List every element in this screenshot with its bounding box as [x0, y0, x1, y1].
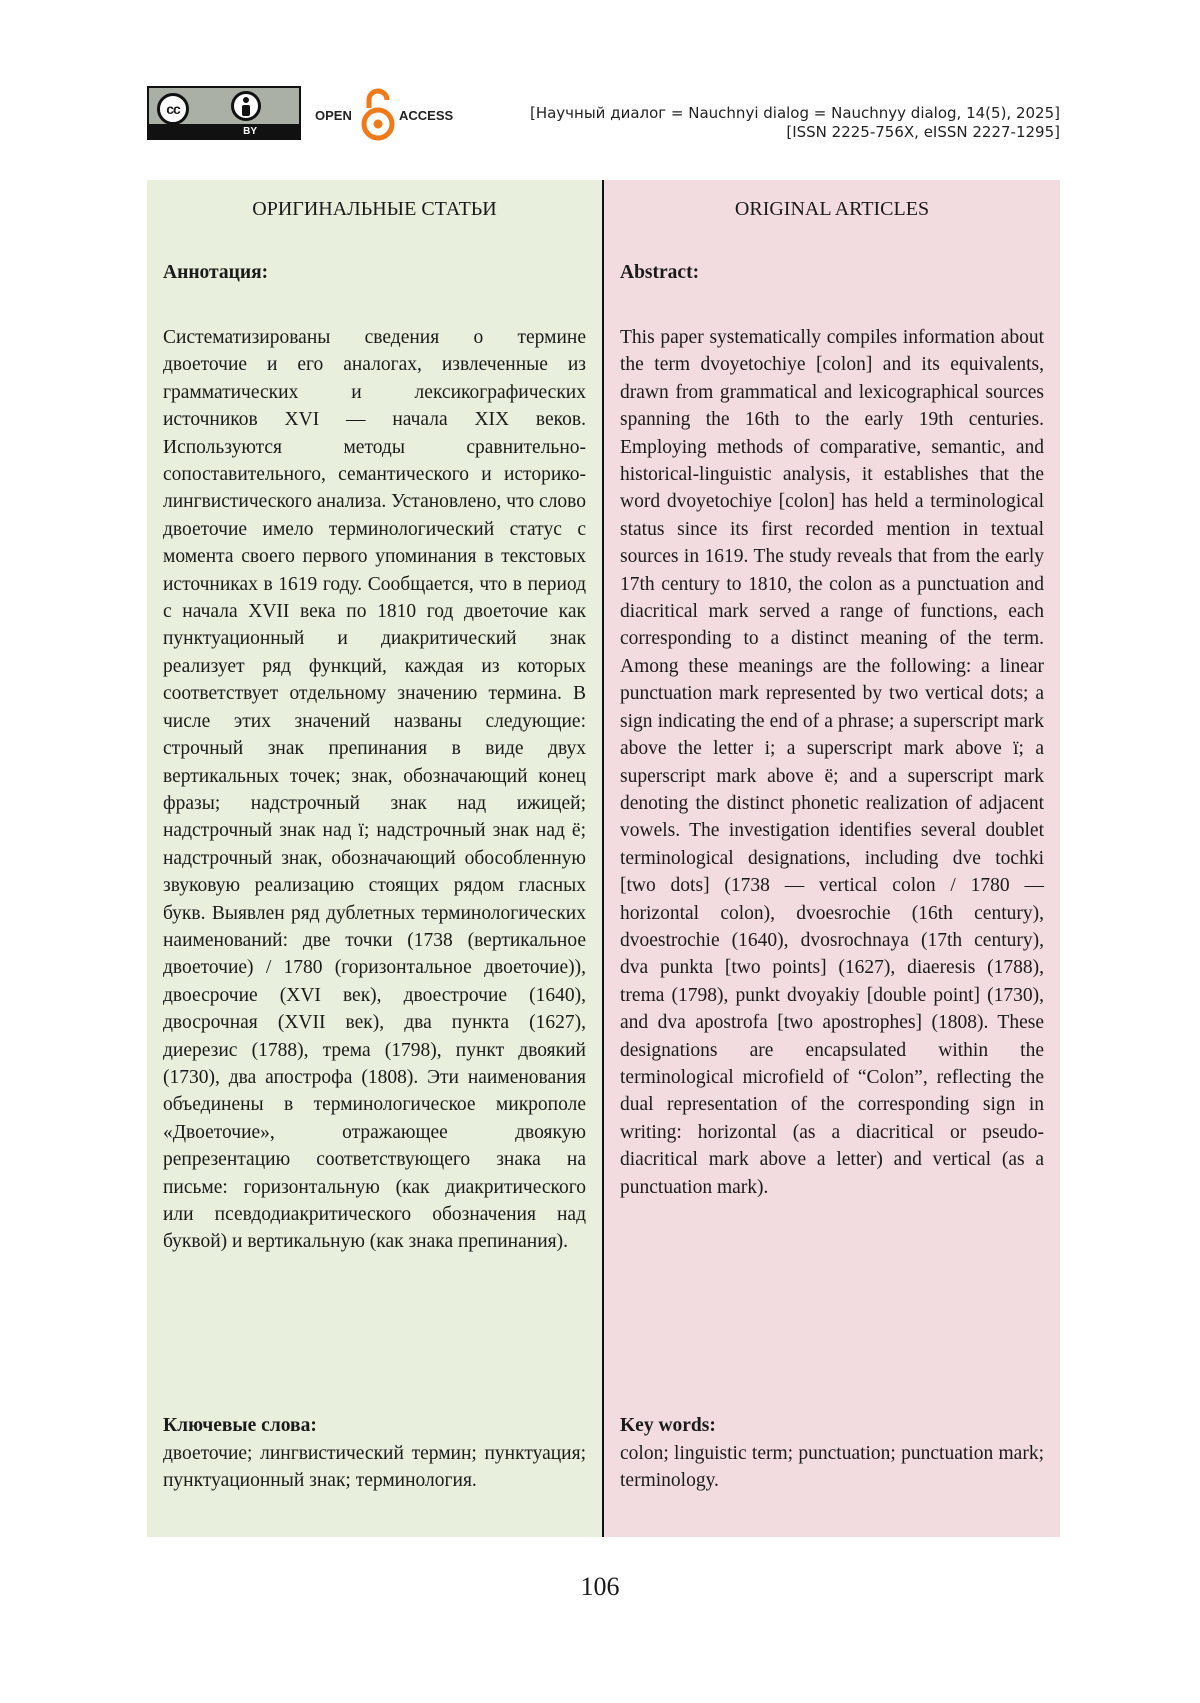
russian-column	[147, 180, 602, 1537]
abstract-text-en: This paper systematically compiles information about the term dvoyetochiye [colon] and its equivalents, drawn from grammatical and lexicographical sources spanning the 16th to the early 19th centuries. Employing methods of comparative, semantic, and historical-linguistic analysis, it establishes that the word dvoyetochiye [colon] has held a terminological status since its first recorded mention in textual sources in 1619. The study reveals that from the early 17th century to 1810, the colon as a punctuation and diacritical mark served a range of functions, each corresponding to a distinct meaning of the term. Among these meanings are the following: a linear punctuation mark represented by two vertical dots; a sign indicating the end of a phrase; a superscript mark above the letter i; a superscript mark above ї; a superscript mark above ё; and a superscript mark denoting the distinct phonetic realization of adjacent vowels. The investigation identifies several doublet terminological designations, including dve tochki [two dots] (1738 — vertical colon / 1780 — horizontal colon), dvoesrochie (16th century), dvoestrochie (1640), dvosrochnaya (17th century), dva punkta [two points] (1627), diaeresis (1788), trema (1798), punkt dvoyakiy [double point] (1730), and dva apostrofa [two apostrophes] (1808). These designations are encapsulated within the terminological microfield of “Colon”, reflecting the dual representation of the corresponding sign in writing: horizontal (as a diacritical or pseudo-diacritical mark above a letter) and vertical (as a punctuation mark).	[620, 327, 1044, 1198]
journal-citation: [Научный диалог = Nauchnyi dialog = Nauchnyy dialog, 14(5), 2025]	[529, 104, 1060, 122]
abstract-label-en: Abstract:	[620, 262, 700, 283]
open-access-label-right: ACCESS	[399, 108, 454, 123]
creative-commons-icon: cc	[157, 93, 189, 125]
keywords-text-en: colon; linguistic term; punctuation; punctuation mark; terminology.	[620, 1443, 1044, 1492]
section-title-ru: ОРИГИНАЛЬНЫЕ СТАТЬИ	[252, 198, 497, 220]
abstract-label-ru: Аннотация:	[163, 262, 269, 283]
keywords-label-ru: Ключевые слова:	[163, 1415, 317, 1436]
page-header	[147, 86, 1060, 146]
open-access-logo	[315, 86, 465, 142]
keywords-text-ru: двоеточие; лингвистический термин; пунктуация; пунктуационный знак; терминология.	[163, 1443, 586, 1492]
cc-by-license-badge[interactable]	[147, 86, 301, 140]
open-access-label-left: OPEN	[315, 108, 352, 123]
license-strip	[149, 124, 299, 138]
abstract-text-ru: Систематизированы сведения о термине двоеточие и его аналогах, извлеченные из грамматических и лексикографических источников XVI — начала XIX веков. Используются методы сравнительно-сопоставительного, семантического и историко-лингвистического анализа. Установлено, что слово двоеточие имело терминологический статус с момента своего первого упоминания в текстовых источниках в 1619 году. Сообщается, что в период с начала XVII века по 1810 год двоеточие как пунктуационный и диакритический знак реализует ряд функций, каждая из которых соответствует отдельному значению термина. В числе этих значений названы следующие: строчный знак препинания в виде двух вертикальных точек; знак, обозначающий конец фразы; надстрочный знак над ижицей; надстрочный знак над ї; надстрочный знак над ё; надстрочный знак, обозначающий обособленную звуковую реализацию стоящих рядом гласных букв. Выявлен ряд дублетных терминологических наименований: две точки (1738 (вертикальное двоеточие) / 1780 (горизонтальное двоеточие)), двоесрочие (XVI век), двоестрочие (1640), двосрочная (XVII век), два пункта (1627), диерезис (1788), трема (1798), пункт двоякий (1730), два апострофа (1808). Эти наименования объединены в терминологическое микрополе «Двоеточие», отражающее двоякую репрезентацию соответствующего знака на письме: горизонтальную (как диакритического или псевдодиакритического обозначения над буквой) и вертикальную (как знака препинания).	[163, 327, 586, 1253]
attribution-person-icon	[231, 91, 261, 121]
section-title-en: ORIGINAL ARTICLES	[734, 198, 930, 220]
keywords-label-en: Key words:	[620, 1415, 716, 1436]
open-access-lock-icon	[359, 86, 397, 142]
english-column	[604, 180, 1060, 1537]
bilingual-abstract-table	[147, 180, 1060, 1537]
page-number: 106	[580, 1572, 620, 1601]
license-badge-label: BY	[243, 126, 257, 137]
journal-issn: [ISSN 2225-756X, eISSN 2227-1295]	[786, 123, 1060, 141]
journal-info	[530, 104, 1060, 142]
